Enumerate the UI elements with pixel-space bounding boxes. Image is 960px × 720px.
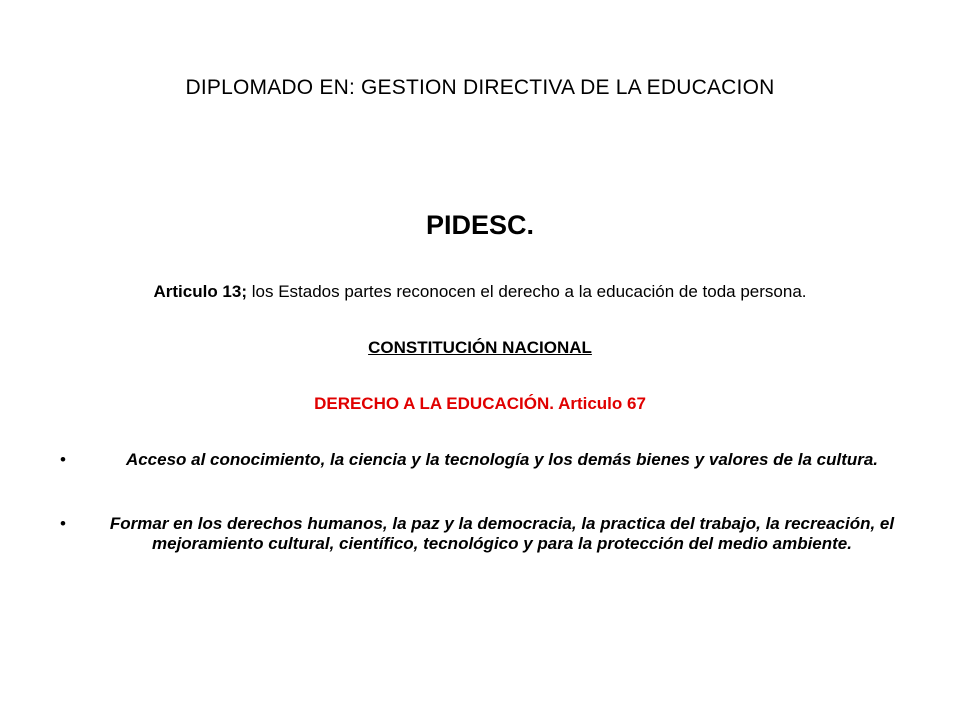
article-label: Articulo 13;: [153, 282, 248, 301]
derecho-heading: DERECHO A LA EDUCACIÓN. Articulo 67: [314, 394, 646, 413]
list-item: [60, 450, 910, 470]
article-line: [0, 282, 960, 302]
list-item: [60, 514, 910, 554]
bullet-list: [60, 450, 910, 554]
bullet-icon: •: [60, 450, 66, 469]
section-heading: PIDESC.: [425, 210, 535, 240]
bullet-icon: •: [60, 514, 66, 533]
bullet-text: Acceso al conocimiento, la ciencia y la tecnología y los demás bienes y valores de la cultura.: [125, 450, 879, 469]
bullet-text: Formar en los derechos humanos, la paz y la democracia, la practica del trabajo, la recreación, el mejoramiento cultural, científico, tecnológico y para la protección del medio ambiente.: [109, 514, 895, 553]
slide-title: DIPLOMADO EN: GESTION DIRECTIVA DE LA EDUCACION: [185, 76, 775, 99]
constitucion-heading: CONSTITUCIÓN NACIONAL: [368, 338, 592, 357]
article-text: los Estados partes reconocen el derecho a la educación de toda persona.: [247, 282, 807, 301]
